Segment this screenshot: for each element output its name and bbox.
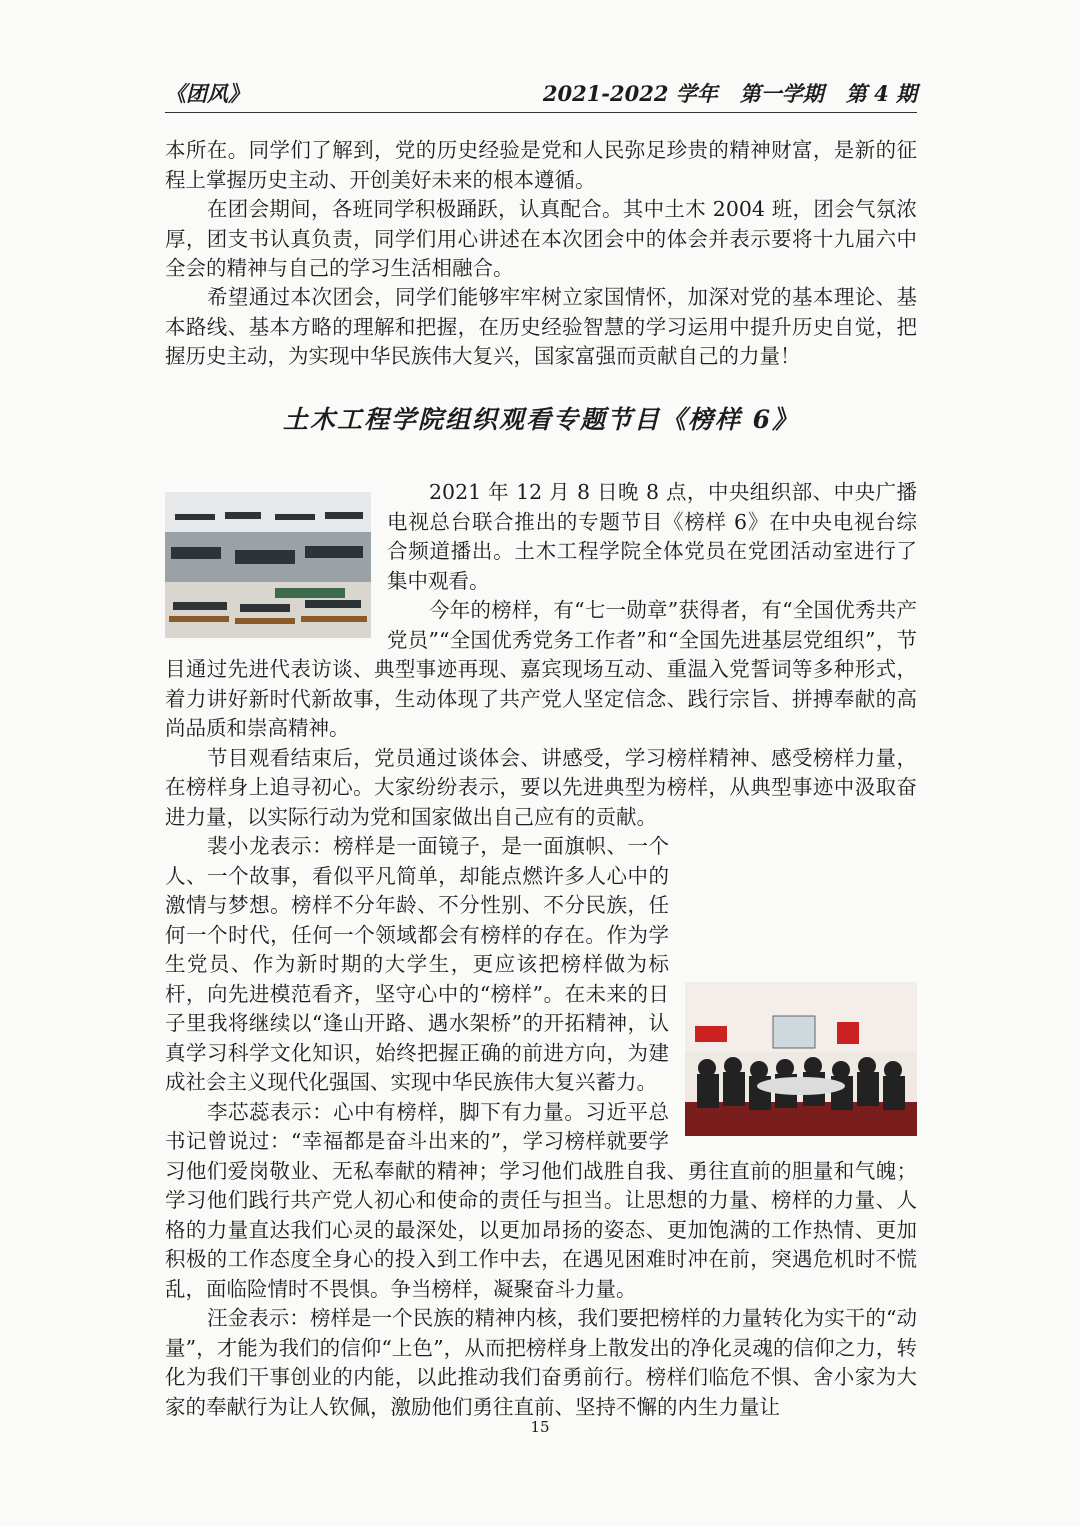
classroom-photo (165, 492, 371, 638)
meeting-photo (685, 982, 917, 1136)
article-body (165, 478, 917, 1422)
article-paragraph-3: 节目观看结束后，党员通过谈体会、讲感受，学习榜样精神、感受榜样力量，在榜样身上追寻初心。大家纷纷表示，要以先进典型为榜样，从典型事迹中汲取奋进力量，以实际行动为党和国家做出自己应有的贡献。 (165, 745, 917, 829)
academic-year: 2021-2022 学年 (542, 81, 718, 106)
page-header (165, 76, 917, 113)
article-paragraph-6: 汪金表示：榜样是一个民族的精神内核，我们要把榜样的力量转化为实干的“动量”，才能为我们的信仰“上色”，从而把榜样身上散发出的净化灵魂的信仰之力，转化为我们干事创业的内能，以此推动我们奋勇前行。榜样们临危不惧、舍小家为大家的奉献行为让人钦佩，激励他们勇往直前、坚持不懈的内生力量让 (165, 1306, 917, 1419)
intro-paragraph-2: 在团会期间，各班同学积极踊跃，认真配合。其中土木 2004 班，团会气氛浓厚，团支书认真负责，同学们用心讲述在本次团会中的体会并表示要将十九届六中全会的精神与自己的学习生活相融合。 (165, 197, 917, 280)
article-paragraph-5: 李芯蕊表示：心中有榜样，脚下有力量。习近平总书记曾说过：“幸福都是奋斗出来的”，学习榜样就要学习他们爱岗敬业、无私奉献的精神；学习他们战胜自我、勇往直前的胆量和气魄；学习他们践行共产党人初心和使命的责任与担当。让思想的力量、榜样的力量、人格的力量直达我们心灵的最深处，以更加昂扬的姿态、更加饱满的工作热情、更加积极的工作态度全身心的投入到工作中去，在遇见困难时冲在前，突遇危机时不慌乱，面临险情时不畏惧。争当榜样，凝聚奋斗力量。 (165, 1099, 917, 1301)
issue-info (521, 78, 917, 108)
term: 第一学期 (739, 81, 824, 106)
issue-number: 第 4 期 (845, 81, 917, 106)
intro-paragraph-1: 本所在。同学们了解到，党的历史经验是党和人民弥足珍贵的精神财富，是新的征程上掌握历史主动、开创美好未来的根本遵循。 (165, 138, 917, 192)
article-paragraph-1: 2021 年 12 月 8 日晚 8 点，中央组织部、中央广播电视总台联合推出的专题节目《榜样 6》在中央电视台综合频道播出。土木工程学院全体党员在党团活动室进行了集中观看。 (387, 480, 917, 593)
article-title: 土木工程学院组织观看专题节目《榜样 6》 (282, 405, 800, 434)
article-paragraph-4: 裴小龙表示：榜样是一面镜子，是一面旗帜、一个人、一个故事，看似平凡简单，却能点燃许多人心中的激情与梦想。榜样不分年龄、不分性别、不分民族，任何一个时代，任何一个领域都会有榜样的存在。作为学生党员、作为新时期的大学生，更应该把榜样做为标杆，向先进模范看齐，坚守心中的“榜样”。在未来的日子里我将继续以“逢山开路、遇水架桥”的开拓精神，认真学习科学文化知识，始终把握正确的前进方向，为建成社会主义现代化强国、实现中华民族伟大复兴蓄力。 (165, 834, 669, 1094)
journal-name: 《团风》 (165, 81, 249, 106)
intro-paragraph-3: 希望通过本次团会，同学们能够牢牢树立家国情怀，加深对党的基本理论、基本路线、基本方略的理解和把握，在历史经验智慧的学习运用中提升历史自觉，把握历史主动，为实现中华民族伟大复兴，国家富强而贡献自己的力量！ (165, 285, 917, 368)
article-paragraph-2: 今年的榜样，有“七一勋章”获得者，有“全国优秀共产党员”“全国优秀党务工作者”和“全国先进基层党组织”，节目通过先进代表访谈、典型事迹再现、嘉宾现场互动、重温入党誓词等多种形式，着力讲好新时代新故事，生动体现了共产党人坚定信念、践行宗旨、拼搏奉献的高尚品质和崇高精神。 (165, 598, 917, 740)
page-number: 15 (530, 1418, 550, 1436)
